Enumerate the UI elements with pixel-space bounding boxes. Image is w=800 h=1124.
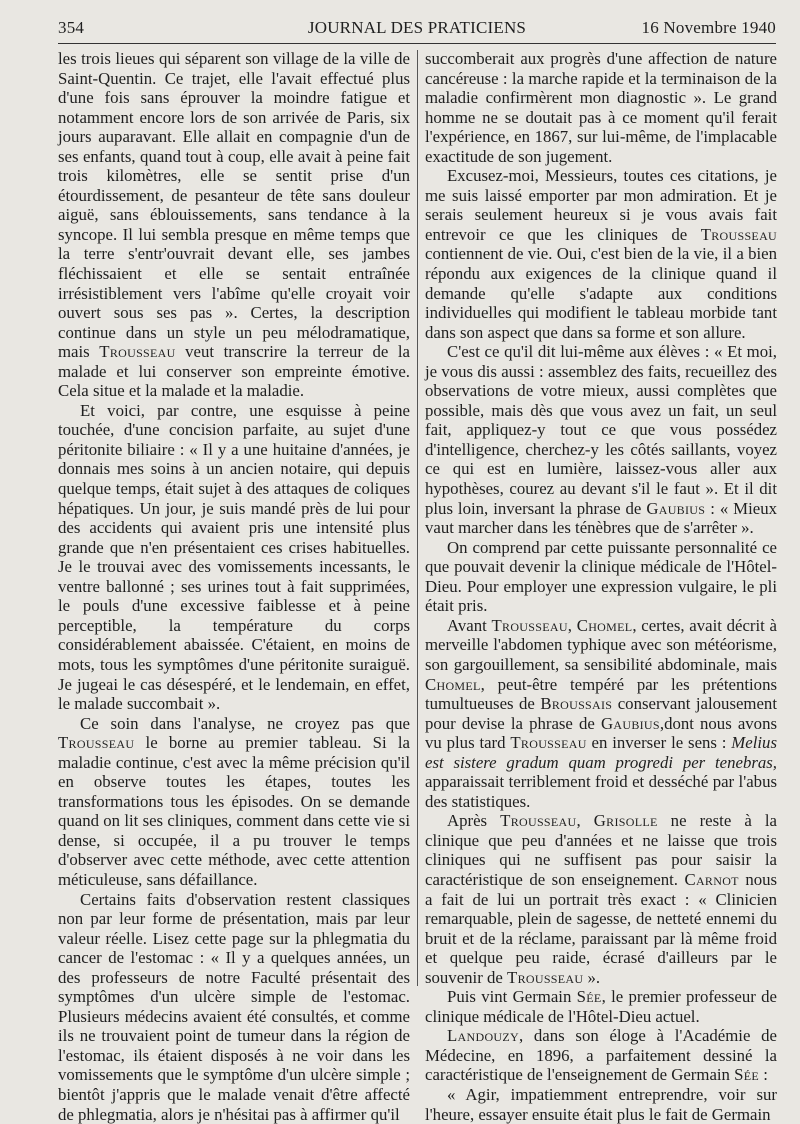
- paragraph: [425, 1026, 777, 1085]
- paragraph: [58, 714, 410, 890]
- text: le borne au premier tableau. Si la maladie continue, c'est avec la même précision qu'il en observe toutes les étapes, toutes les transformations tous les épisodes. On se demande quand on lit ses cliniques, comment dans cette vie si dense, si occupée, il a pu trouver le temps d'observer avec cette méthode, avec cette attention méticuleuse, sans défaillance.: [58, 733, 410, 889]
- text: , dans son éloge à l'Académie de Médecine, en 1896, a parfaitement dessiné la caractéristique de l'enseignement de Germain: [425, 1026, 777, 1085]
- text: :: [763, 1065, 768, 1085]
- author-name: Gaubius: [646, 498, 706, 518]
- text: veut transcrire la terreur de la malade et lui conserver son empreinte émotive. Cela situe et la malade et la maladie.: [58, 342, 411, 401]
- text: Après: [447, 811, 488, 831]
- text: ne reste à la clinique que peu d'années et ne laisse que trois cliniques qui ne suffisent pas pour saisir la caractéristique de son enseignement.: [425, 811, 777, 889]
- text: apparaissait terriblement froid et desséché par l'abus des statistiques.: [425, 772, 777, 811]
- author-name: Trousseau: [99, 342, 176, 362]
- text: , le premier professeur de clinique médicale de l'Hôtel-Dieu actuel.: [425, 987, 777, 1026]
- text: Avant: [447, 615, 487, 635]
- text: nous a fait de lui un portrait très exact : « Clinicien remarquable, plein de sagesse, de netteté ennemi du bruit et de la réclame, paraissant par là même froid et quelque peu raide, écrasé d'ailleurs par le souvenir de: [425, 869, 778, 987]
- author-name: Trousseau: [491, 615, 568, 635]
- author-name: Trousseau: [500, 811, 577, 831]
- column-divider: [417, 50, 418, 986]
- author-name: Gaubius: [600, 713, 660, 733]
- author-name: Trousseau: [510, 733, 587, 753]
- author-name: Chomel: [576, 615, 633, 635]
- right-column: [425, 49, 777, 1124]
- text: Puis vint Germain: [447, 987, 572, 1007]
- page-number: 354: [58, 18, 85, 37]
- paragraph: [58, 49, 410, 401]
- paragraph: On comprend par cette puissante personnalité ce que pouvait devenir la clinique médicale de l'Hôtel-Dieu. Pour employer une expression vulgaire, le pli était pris.: [425, 537, 777, 616]
- text: ,: [576, 811, 581, 831]
- paragraph: [425, 987, 777, 1026]
- text: , peut-être tempéré par les prétentions tumultueuses de: [425, 674, 777, 714]
- paragraph: Et voici, par contre, une esquisse à peine touchée, d'une concision parfaite, au sujet d'une péritonite biliaire : « Il y a une huitaine d'années, je donnais mes soins à un ancien notaire, qui depuis quelque temps, était sujet à des attaques de coliques hépatiques. Un jour, je suis mandé près de lui pour des accidents qui avaient pris une intensité plus grande que n'en présentaient ces crises habituelles. Je le trouvai avec des vomissements incessants, le ventre ballonné ; ses urines tout à fait supprimées, le pouls d'une excessive faiblesse et à peine perceptible, la température du corps considérablement abaissée. C'étaient, en moins de mots, tous les symptômes d'une péritonite suraiguë. Je jugeai le cas désespéré, et le lendemain, en effet, le malade succombait ».: [58, 400, 410, 714]
- text: les trois lieues qui séparent son village de la ville de Saint-Quentin. Ce trajet, elle l'avait effectué plus d'une fois sans éprouver la moindre fatigue et notamment encore lors de son arrivée de Paris, six jours auparavant. Elle allait en compagnie d'un de ses enfants, quand tout à coup, elle avait à peine fait trois kilomètres, elle se sentit prise d'un étourdissement, de pesanteur de tête sans douleur aiguë, sans éblouissements, sans tendance à la syncope. Il lui sembla presque en même temps que la terre s'entr'ouvrait devant elle, ses jambes fléchissaient et elle se sentait entraînée irrésistiblement vers l'abîme qu'elle croyait voir ouvert sous ses pas ». Certes, la description continue dans un style un peu mélodramatique, mais: [58, 49, 410, 362]
- author-name: Broussais: [540, 694, 613, 714]
- author-name: Carnot: [684, 869, 739, 889]
- author-name: Sée: [576, 987, 602, 1007]
- author-name: Grisolle: [593, 811, 658, 831]
- left-column: [58, 49, 410, 1124]
- text: ».: [587, 967, 601, 987]
- text: C'est ce qu'il dit lui-même aux élèves : « Et moi, je vous dis aussi : assemblez des faits, recueillez des observations de votre mieux, aussi complètes que possible, mais dès que vous avez un fait, un seul fait, appliquez-y tout ce que vous possédez d'intelligence, cherchez-y les côtés saillants, voyez ce qui est en lumière, laissez-vous aller aux hypothèses, courez au devant s'il le faut ». Et il dit plus loin, inversant la phrase de: [425, 342, 777, 518]
- author-name: Trousseau: [58, 733, 135, 753]
- author-name: Chomel: [425, 674, 481, 694]
- journal-title: JOURNAL DES PRATICIENS: [307, 18, 527, 37]
- paragraph: succomberait aux progrès d'une affection de nature cancéreuse : la marche rapide et la terminaison de la maladie confirmèrent mon diagnostic ». Le grand homme ne se doutait pas à ce moment qu'il ferait l'expérience, en 1867, sur lui-même, de l'implacable exactitude de son jugement.: [425, 49, 777, 166]
- text: en inverser le sens :: [591, 733, 727, 753]
- text: conservant jalousement pour devise la phrase de: [425, 694, 777, 733]
- text: ,: [567, 615, 572, 635]
- paragraph: Certains faits d'observation restent classiques non par leur forme de présentation, mais par leur valeur réelle. Lisez cette page sur la phlegmatia du cancer de l'estomac : « Il y a quelques années, un des professeurs de notre Faculté présentait des symptômes d'un ulcère simple de l'estomac. Plusieurs médecins avaient été consultés, et comme ils ne trouvaient point de tumeur dans la région de l'estomac, ils étaient disposés à ne voir dans les vomissements que le symptôme d'un ulcère simple ; bientôt j'appris que le malade venait d'être affecté de phlegmatia, alors je n'hésitai pas à affirmer qu'il: [58, 889, 410, 1124]
- author-name: Trousseau: [700, 224, 777, 244]
- author-name: Landouzy: [447, 1026, 519, 1046]
- paragraph: [425, 342, 777, 537]
- page-header: [58, 18, 776, 42]
- text: , certes, avait décrit à merveille l'abdomen typhique avec son météorisme, son gargouillement, sa sensibilité abdominale, mais: [425, 615, 777, 674]
- text: Ce soin dans l'analyse, ne croyez pas que: [80, 713, 410, 733]
- paragraph: « Agir, impatiemment entreprendre, voir sur l'heure, essayer ensuite était plus le fait de Germain: [425, 1084, 777, 1124]
- author-name: Trousseau: [507, 967, 584, 987]
- text: ,dont nous avons vu plus tard: [425, 713, 777, 753]
- text: Excusez-moi, Messieurs, toutes ces citations, je me suis laissé emporter par mon admiration. Et je serais seulement heureux si je vous avais fait entrevoir ce que les cliniques de: [425, 166, 777, 244]
- paragraph: [425, 166, 777, 342]
- latin-quote: Melius est sistere gradum quam progredi per tenebras,: [425, 733, 777, 772]
- issue-date: 16 Novembre 1940: [641, 18, 776, 37]
- text: : « Mieux vaut marcher dans les ténèbres que de s'arrêter ».: [425, 498, 777, 538]
- author-name: Sée: [734, 1065, 760, 1085]
- paragraph: [425, 616, 777, 811]
- paragraph: [425, 811, 777, 987]
- header-rule: [58, 43, 776, 44]
- text: contiennent de vie. Oui, c'est bien de la vie, il a bien répondu aux exigences de la clinique quand il demande qu'elle s'adapte aux conditions individuelles qui modifient le tableau morbide tant dans son aspect que dans sa forme et son allure.: [425, 244, 777, 342]
